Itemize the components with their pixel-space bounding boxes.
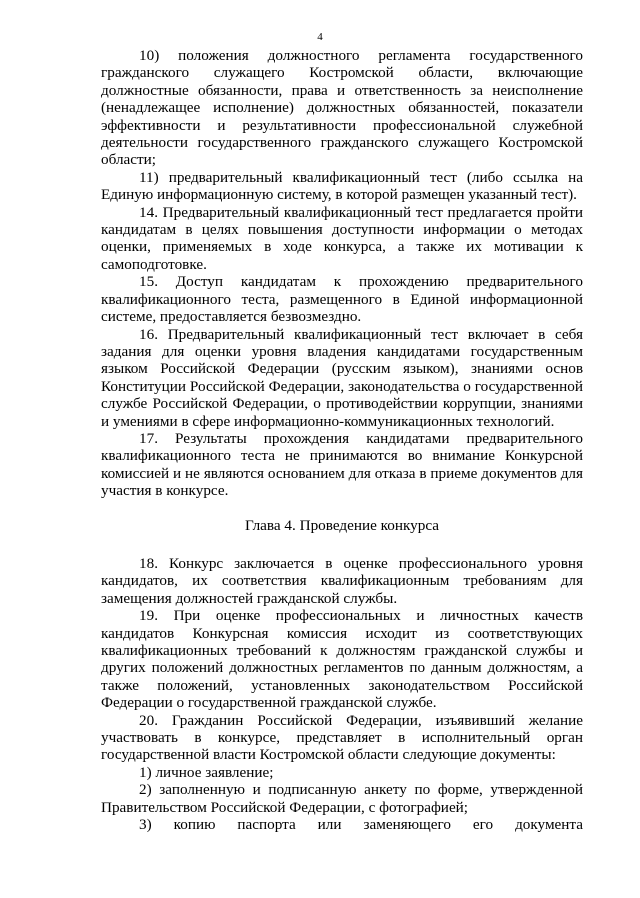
paragraph-item-11: 11) предварительный квалификационный тест (либо ссылка на Единую информационную систему, в которой размещен указанный тест). xyxy=(101,168,583,204)
paragraph-list-item-1: 1) личное заявление; xyxy=(139,763,274,781)
paragraph-clause-18: 18. Конкурс заключается в оценке профессионального уровня кандидатов, их соответствия квалификационным требованиям для замещения должностей гражданской службы. xyxy=(101,554,583,607)
document-body xyxy=(101,47,583,833)
paragraph-clause-20: 20. Гражданин Российской Федерации, изъявивший желание участвовать в конкурсе, представляет в исполнительный орган государственной власти Костромской области следующие документы: xyxy=(101,711,583,764)
paragraph-clause-15: 15. Доступ кандидатам к прохождению предварительного квалификационного теста, размещенного в Единой информационной системе, предоставляется безвозмездно. xyxy=(101,273,583,326)
chapter-heading: Глава 4. Проведение конкурса xyxy=(244,516,440,534)
paragraph-clause-16: 16. Предварительный квалификационный тест включает в себя задания для оценки уровня владения кандидатами государственным языком Российской Федерации (русским языком), знаниями основ Конституции Российской Федерации, законодательства о государственной службе Российской Федерации, о противодействии коррупции, знаниями и умениями в сфере информационно-коммуникационных технологий. xyxy=(101,325,583,430)
paragraph-list-item-3: 3) копию паспорта или заменяющего его документа xyxy=(139,816,583,834)
paragraph-clause-17: 17. Результаты прохождения кандидатами предварительного квалификационного теста не принимаются во внимание Конкурсной комиссией и не являются основанием для отказа в приеме документов для участия в конкурсе. xyxy=(101,429,583,500)
paragraph-item-10: 10) положения должностного регламента государственного гражданского служащего Костромской области, включающие должностные обязанности, права и ответственность за неисполнение (ненадлежащее исполнение) должностных обязанностей, показатели эффективности и результативности профессиональной служебной деятельности государственного гражданского служащего Костромской области; xyxy=(101,47,583,169)
paragraph-list-item-2: 2) заполненную и подписанную анкету по форме, утвержденной Правительством Российской Федерации, с фотографией; xyxy=(101,781,583,816)
paragraph-clause-14: 14. Предварительный квалификационный тест предлагается пройти кандидатам в целях повышения доступности информации о методах оценки, применяемых в ходе конкурса, а также их мотивации к самоподготовке. xyxy=(101,203,583,273)
page-number: 4 xyxy=(317,31,323,43)
paragraph-clause-19: 19. При оценке профессиональных и личностных качеств кандидатов Конкурсная комиссия исходит из соответствующих квалификационных требований к должностям гражданской службы и других положений должностных регламентов по данным должностям, а также положений, установленных законодательством Российской Федерации о государственной гражданской службе. xyxy=(101,607,583,712)
